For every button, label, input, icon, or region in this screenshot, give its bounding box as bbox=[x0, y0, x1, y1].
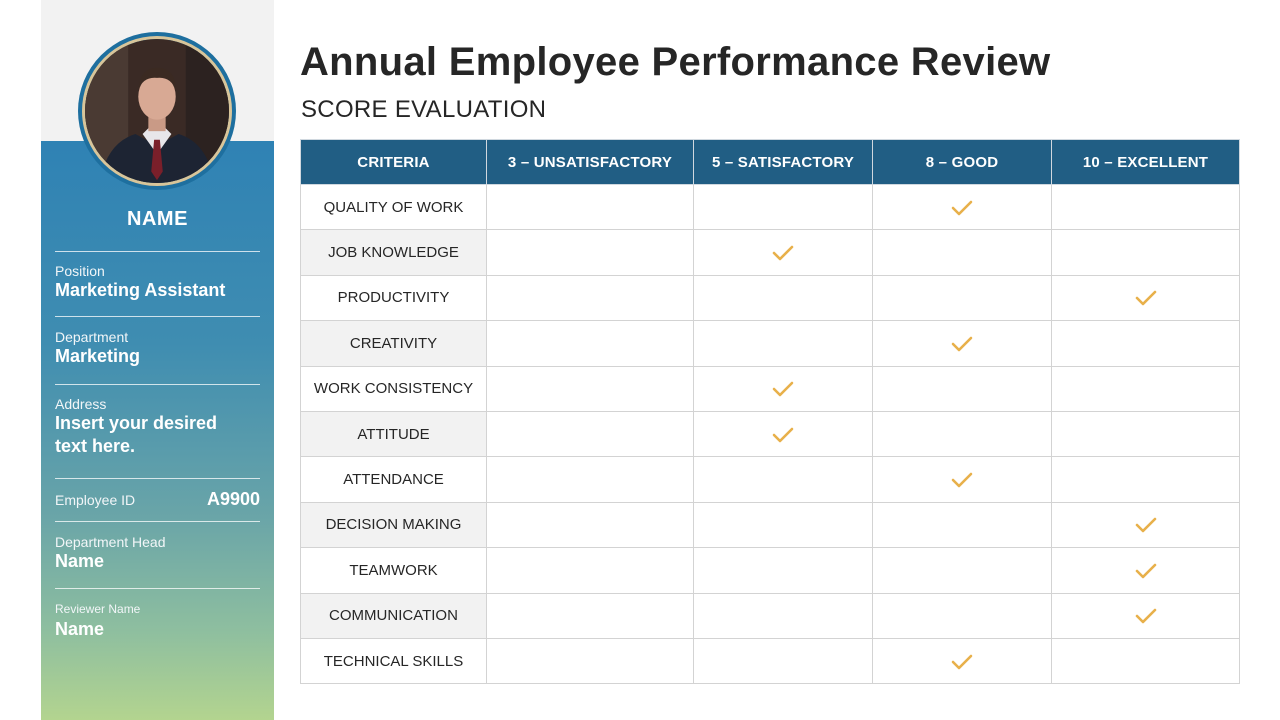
check-icon bbox=[1135, 608, 1157, 624]
page-subtitle: SCORE EVALUATION bbox=[301, 96, 547, 123]
department-block bbox=[55, 329, 260, 368]
reviewer-block bbox=[55, 602, 260, 641]
page-title: Annual Employee Performance Review bbox=[300, 40, 1051, 84]
criteria-cell: TECHNICAL SKILLS bbox=[301, 638, 487, 683]
check-icon bbox=[1135, 563, 1157, 579]
score-cell bbox=[694, 366, 873, 411]
divider bbox=[55, 478, 260, 479]
check-icon bbox=[951, 654, 973, 670]
criteria-cell: QUALITY OF WORK bbox=[301, 185, 487, 230]
position-label: Position bbox=[55, 263, 105, 279]
check-icon bbox=[772, 381, 794, 397]
check-icon bbox=[772, 427, 794, 443]
avatar bbox=[78, 32, 236, 190]
reviewer-value: Name bbox=[55, 619, 105, 639]
department-value: Marketing bbox=[55, 346, 141, 366]
check-icon bbox=[951, 200, 973, 216]
score-cell bbox=[487, 502, 694, 547]
score-cell bbox=[487, 411, 694, 456]
score-cell bbox=[873, 411, 1052, 456]
score-cell bbox=[1052, 502, 1240, 547]
score-cell bbox=[694, 185, 873, 230]
address-block bbox=[55, 396, 260, 458]
score-cell bbox=[694, 593, 873, 638]
position-block bbox=[55, 263, 260, 302]
employee-name: NAME bbox=[127, 208, 188, 230]
score-cell bbox=[487, 457, 694, 502]
score-cell bbox=[873, 548, 1052, 593]
department-head-label: Department Head bbox=[55, 534, 166, 550]
table-row bbox=[301, 593, 1240, 638]
check-icon bbox=[772, 245, 794, 261]
score-cell bbox=[694, 502, 873, 547]
criteria-cell: PRODUCTIVITY bbox=[301, 275, 487, 320]
criteria-cell: CREATIVITY bbox=[301, 321, 487, 366]
score-cell bbox=[873, 502, 1052, 547]
divider bbox=[55, 316, 260, 317]
score-cell bbox=[873, 321, 1052, 366]
score-cell bbox=[873, 366, 1052, 411]
score-cell bbox=[487, 548, 694, 593]
criteria-cell: TEAMWORK bbox=[301, 548, 487, 593]
reviewer-label: Reviewer Name bbox=[55, 602, 141, 616]
table-row bbox=[301, 548, 1240, 593]
header-good: 8 – GOOD bbox=[873, 140, 1052, 185]
score-cell bbox=[1052, 185, 1240, 230]
score-cell bbox=[1052, 457, 1240, 502]
divider bbox=[55, 251, 260, 252]
score-cell bbox=[1052, 548, 1240, 593]
score-cell bbox=[1052, 230, 1240, 275]
score-cell bbox=[487, 321, 694, 366]
score-cell bbox=[1052, 321, 1240, 366]
criteria-cell: ATTITUDE bbox=[301, 411, 487, 456]
score-cell bbox=[1052, 411, 1240, 456]
header-excellent: 10 – EXCELLENT bbox=[1052, 140, 1240, 185]
department-head-block bbox=[55, 534, 260, 573]
address-value: Insert your desired text here. bbox=[55, 413, 218, 456]
table-row bbox=[301, 502, 1240, 547]
table-row bbox=[301, 230, 1240, 275]
score-cell bbox=[873, 275, 1052, 320]
criteria-cell: ATTENDANCE bbox=[301, 457, 487, 502]
score-cell bbox=[487, 593, 694, 638]
table-row bbox=[301, 185, 1240, 230]
address-label: Address bbox=[55, 396, 107, 412]
table-header-row bbox=[301, 140, 1240, 185]
header-criteria: CRITERIA bbox=[301, 140, 487, 185]
header-unsatisfactory: 3 – UNSATISFACTORY bbox=[487, 140, 694, 185]
divider bbox=[55, 521, 260, 522]
score-cell bbox=[487, 230, 694, 275]
score-cell bbox=[1052, 275, 1240, 320]
score-cell bbox=[487, 275, 694, 320]
employee-id-label: Employee ID bbox=[55, 492, 136, 508]
score-cell bbox=[694, 457, 873, 502]
score-cell bbox=[487, 638, 694, 683]
score-table bbox=[300, 139, 1240, 684]
employee-id-block bbox=[55, 488, 260, 511]
header-satisfactory: 5 – SATISFACTORY bbox=[694, 140, 873, 185]
employee-id-value: A9900 bbox=[206, 489, 260, 509]
table-row bbox=[301, 411, 1240, 456]
score-cell bbox=[694, 638, 873, 683]
score-cell bbox=[694, 230, 873, 275]
divider bbox=[55, 588, 260, 589]
table-row bbox=[301, 457, 1240, 502]
score-cell bbox=[694, 411, 873, 456]
employee-photo bbox=[85, 39, 229, 183]
score-cell bbox=[873, 457, 1052, 502]
divider bbox=[55, 384, 260, 385]
table-row bbox=[301, 366, 1240, 411]
score-cell bbox=[694, 548, 873, 593]
score-cell bbox=[1052, 593, 1240, 638]
department-head-value: Name bbox=[55, 551, 105, 571]
score-cell bbox=[873, 593, 1052, 638]
criteria-cell: WORK CONSISTENCY bbox=[301, 366, 487, 411]
score-cell bbox=[694, 275, 873, 320]
score-cell bbox=[873, 230, 1052, 275]
check-icon bbox=[951, 336, 973, 352]
score-cell bbox=[873, 638, 1052, 683]
table-row bbox=[301, 638, 1240, 683]
score-cell bbox=[487, 185, 694, 230]
table-row bbox=[301, 275, 1240, 320]
criteria-cell: DECISION MAKING bbox=[301, 502, 487, 547]
check-icon bbox=[1135, 517, 1157, 533]
department-label: Department bbox=[55, 329, 129, 345]
score-cell bbox=[487, 366, 694, 411]
score-cell bbox=[694, 321, 873, 366]
check-icon bbox=[1135, 290, 1157, 306]
score-cell bbox=[1052, 366, 1240, 411]
score-cell bbox=[873, 185, 1052, 230]
check-icon bbox=[951, 472, 973, 488]
criteria-cell: COMMUNICATION bbox=[301, 593, 487, 638]
position-value: Marketing Assistant bbox=[55, 280, 226, 300]
table-row bbox=[301, 321, 1240, 366]
score-cell bbox=[1052, 638, 1240, 683]
criteria-cell: JOB KNOWLEDGE bbox=[301, 230, 487, 275]
